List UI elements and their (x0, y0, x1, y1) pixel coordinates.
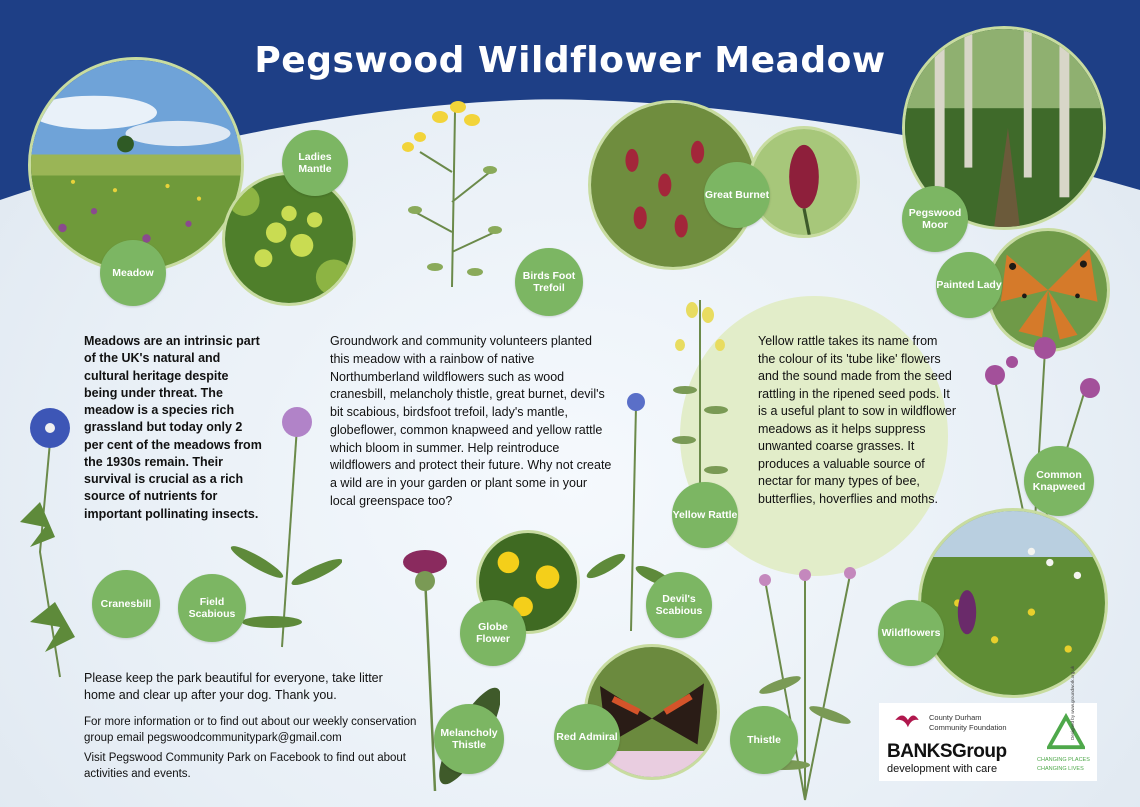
county-durham-name: County Durham (929, 713, 982, 722)
county-durham-sub: Community Foundation (929, 723, 1007, 732)
groundwork-tag-1: CHANGING PLACES (1037, 757, 1090, 763)
banks-logo: BANKSGroup (887, 741, 1007, 762)
groundwork-tag-2: CHANGING LIVES (1037, 766, 1084, 772)
label-melancholy-thistle: Melancholy Thistle (434, 704, 504, 774)
label-cranesbill: Cranesbill (92, 570, 160, 638)
groundwork-logo-icon (1047, 713, 1085, 751)
sponsor-logos (879, 703, 1097, 781)
wildflowers-photo (918, 508, 1108, 698)
groundwork-text: Groundwork and community volunteers planted this meadow with a rainbow of native Northumberland wildflowers such as wood cranesbill, melancholy thistle, great burnet, devil's bit scabious, birdsfoot trefoil, lady's mantle, globeflower, common knapweed and yellow rattle which bloom in summer. Help reintroduce wildflowers and protect their future. Why not create a wild are in your garden or plant some in your local greenspace too? (330, 334, 612, 508)
label-great-burnet: Great Burnet (704, 162, 770, 228)
yellow-rattle-text: Yellow rattle takes its name from the colour of its 'tube like' flowers and the sound made from the seed rattling in the ripened seed pods. It is a useful plant to sow in wildflower meadows as it helps suppress unwanted coarse grasses. It produces a valuable source of nectar for many types of bee, butterflies, hoverflies and moths. (758, 334, 957, 506)
ladies-mantle-photo (222, 172, 356, 306)
label-devils-scabious: Devil's Scabious (646, 572, 712, 638)
label-common-knapweed: Common Knapweed (1024, 446, 1094, 516)
label-field-scabious: Field Scabious (178, 574, 246, 642)
label-wildflowers: Wildflowers (878, 600, 944, 666)
facebook-text: Visit Pegswood Community Park on Facebook to find out about activities and events. (84, 752, 406, 781)
label-birds-foot-trefoil: Birds Foot Trefoil (515, 248, 583, 316)
label-meadow: Meadow (100, 240, 166, 306)
birds-foot-trefoil-illustration (380, 92, 530, 292)
label-pegswood-moor: Pegswood Moor (902, 186, 968, 252)
label-painted-lady: Painted Lady (936, 252, 1002, 318)
label-globe-flower: Globe Flower (460, 600, 526, 666)
label-ladies-mantle: Ladies Mantle (282, 130, 348, 196)
litter-notice: Please keep the park beautiful for everyone, take litter home and clear up after your dog. Thank you. (84, 671, 383, 702)
info-text: For more information or to find out about our weekly conservation group email pegswoodcommunitypark@gmail.com (84, 716, 417, 745)
county-durham-logo-icon (893, 711, 921, 729)
page-title: Pegswood Wildflower Meadow (254, 40, 886, 81)
label-thistle: Thistle (730, 706, 798, 774)
label-red-admiral: Red Admiral (554, 704, 620, 770)
banks-tagline: development with care (887, 763, 998, 775)
designer-credit: Designed by www.groundwork.org.uk (1070, 665, 1075, 740)
meadow-intro-text: Meadows are an intrinsic part of the UK's natural and cultural heritage despite being under threat. The meadow is a species rich grassland but today only 2 per cent of the meadows from the 1930s remain. Their survival is crucial as a rich source of nutrients for important pollinating insects. (84, 334, 262, 521)
label-yellow-rattle: Yellow Rattle (672, 482, 738, 548)
